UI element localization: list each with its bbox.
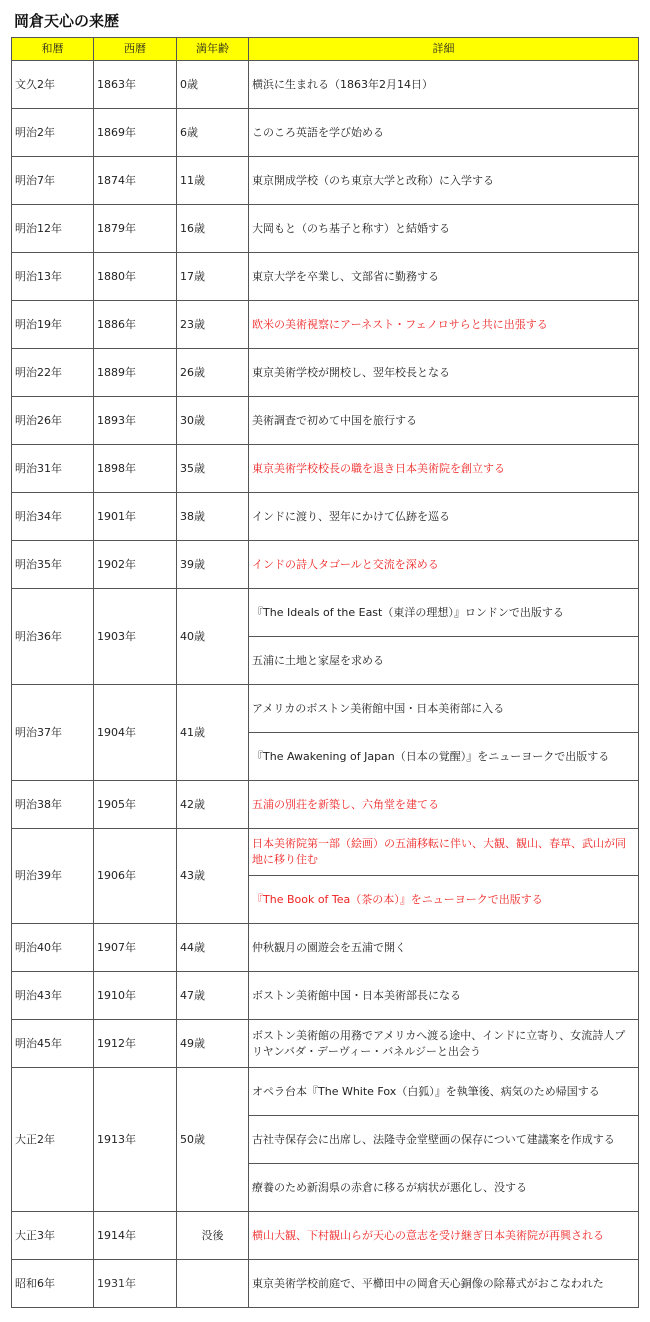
- year-cell: 1906年: [94, 829, 177, 924]
- era-cell: 大正3年: [12, 1212, 94, 1260]
- header-detail: 詳細: [249, 38, 639, 61]
- detail-cell: 五浦に土地と家屋を求める: [249, 637, 639, 685]
- age-cell: 38歳: [177, 493, 249, 541]
- year-cell: 1913年: [94, 1068, 177, 1212]
- detail-cell: 『The Awakening of Japan（日本の覚醒）』をニューヨークで出版する: [249, 733, 639, 781]
- year-cell: 1907年: [94, 924, 177, 972]
- year-cell: 1904年: [94, 685, 177, 781]
- detail-cell: オペラ台本『The White Fox（白狐）』を執筆後、病気のため帰国する: [249, 1068, 639, 1116]
- year-cell: 1902年: [94, 541, 177, 589]
- chronology-table: [11, 37, 639, 1308]
- table-row: [12, 589, 639, 637]
- table-row: [12, 1068, 639, 1116]
- table-row: [12, 493, 639, 541]
- age-cell: 6歳: [177, 109, 249, 157]
- table-row: [12, 445, 639, 493]
- age-cell: 35歳: [177, 445, 249, 493]
- table-row: [12, 253, 639, 301]
- era-cell: 明治35年: [12, 541, 94, 589]
- age-cell: 47歳: [177, 972, 249, 1020]
- year-cell: 1901年: [94, 493, 177, 541]
- detail-cell: 仲秋観月の園遊会を五浦で開く: [249, 924, 639, 972]
- table-row: [12, 109, 639, 157]
- era-cell: 明治31年: [12, 445, 94, 493]
- era-cell: 明治40年: [12, 924, 94, 972]
- year-cell: 1912年: [94, 1020, 177, 1068]
- detail-cell: 古社寺保存会に出席し、法隆寺金堂壁画の保存について建議案を作成する: [249, 1116, 639, 1164]
- detail-cell: インドの詩人タゴールと交流を深める: [249, 541, 639, 589]
- table-row: [12, 781, 639, 829]
- age-cell: 43歳: [177, 829, 249, 924]
- year-cell: 1931年: [94, 1260, 177, 1308]
- year-cell: 1886年: [94, 301, 177, 349]
- header-era: 和暦: [12, 38, 94, 61]
- era-cell: 明治12年: [12, 205, 94, 253]
- age-cell: 44歳: [177, 924, 249, 972]
- detail-cell: 横浜に生まれる（1863年2月14日）: [249, 61, 639, 109]
- table-row: [12, 924, 639, 972]
- table-row: [12, 301, 639, 349]
- era-cell: 明治36年: [12, 589, 94, 685]
- detail-cell: 東京美術学校前庭で、平櫛田中の岡倉天心銅像の除幕式がおこなわれた: [249, 1260, 639, 1308]
- era-cell: 明治39年: [12, 829, 94, 924]
- year-cell: 1903年: [94, 589, 177, 685]
- era-cell: 文久2年: [12, 61, 94, 109]
- table-row: [12, 1212, 639, 1260]
- table-row: [12, 205, 639, 253]
- era-cell: 明治43年: [12, 972, 94, 1020]
- age-cell: 49歳: [177, 1020, 249, 1068]
- table-row: [12, 61, 639, 109]
- detail-cell: 療養のため新潟県の赤倉に移るが病状が悪化し、没する: [249, 1164, 639, 1212]
- era-cell: 昭和6年: [12, 1260, 94, 1308]
- year-cell: 1880年: [94, 253, 177, 301]
- era-cell: 明治2年: [12, 109, 94, 157]
- age-cell: 40歳: [177, 589, 249, 685]
- year-cell: 1893年: [94, 397, 177, 445]
- table-row: [12, 829, 639, 876]
- era-cell: 明治13年: [12, 253, 94, 301]
- detail-cell: ボストン美術館の用務でアメリカへ渡る途中、インドに立寄り、女流詩人プリヤンバダ・デーヴィー・バネルジーと出会う: [249, 1020, 639, 1068]
- detail-cell: 日本美術院第一部（絵画）の五浦移転に伴い、大観、観山、春草、武山が同地に移り住む: [249, 829, 639, 876]
- age-cell: 39歳: [177, 541, 249, 589]
- age-cell: 30歳: [177, 397, 249, 445]
- detail-cell: インドに渡り、翌年にかけて仏跡を巡る: [249, 493, 639, 541]
- year-cell: 1879年: [94, 205, 177, 253]
- chronology-body: [12, 61, 639, 1308]
- era-cell: 大正2年: [12, 1068, 94, 1212]
- age-cell: 16歳: [177, 205, 249, 253]
- table-row: [12, 1020, 639, 1068]
- detail-cell: 美術調査で初めて中国を旅行する: [249, 397, 639, 445]
- table-row: [12, 972, 639, 1020]
- age-cell: 26歳: [177, 349, 249, 397]
- age-cell: 0歳: [177, 61, 249, 109]
- detail-cell: 五浦の別荘を新築し、六角堂を建てる: [249, 781, 639, 829]
- detail-cell: 欧米の美術視察にアーネスト・フェノロサらと共に出張する: [249, 301, 639, 349]
- age-cell: 41歳: [177, 685, 249, 781]
- detail-cell: アメリカのボストン美術館中国・日本美術部に入る: [249, 685, 639, 733]
- detail-cell: 『The Ideals of the East（東洋の理想）』ロンドンで出版する: [249, 589, 639, 637]
- detail-cell: 『The Book of Tea（茶の本）』をニューヨークで出版する: [249, 876, 639, 924]
- detail-cell: 東京美術学校校長の職を退き日本美術院を創立する: [249, 445, 639, 493]
- year-cell: 1898年: [94, 445, 177, 493]
- header-age: 満年齢: [177, 38, 249, 61]
- table-row: [12, 685, 639, 733]
- table-row: [12, 1260, 639, 1308]
- detail-cell: 横山大観、下村観山らが天心の意志を受け継ぎ日本美術院が再興される: [249, 1212, 639, 1260]
- year-cell: 1889年: [94, 349, 177, 397]
- era-cell: 明治34年: [12, 493, 94, 541]
- year-cell: 1905年: [94, 781, 177, 829]
- age-cell: [177, 1260, 249, 1308]
- table-row: [12, 349, 639, 397]
- header-row: [12, 38, 639, 61]
- era-cell: 明治26年: [12, 397, 94, 445]
- age-cell: 17歳: [177, 253, 249, 301]
- year-cell: 1869年: [94, 109, 177, 157]
- age-cell: 50歳: [177, 1068, 249, 1212]
- detail-cell: このころ英語を学び始める: [249, 109, 639, 157]
- table-row: [12, 157, 639, 205]
- era-cell: 明治45年: [12, 1020, 94, 1068]
- era-cell: 明治22年: [12, 349, 94, 397]
- table-row: [12, 541, 639, 589]
- age-cell: 23歳: [177, 301, 249, 349]
- year-cell: 1874年: [94, 157, 177, 205]
- detail-cell: 大岡もと（のち基子と称す）と結婚する: [249, 205, 639, 253]
- era-cell: 明治37年: [12, 685, 94, 781]
- era-cell: 明治38年: [12, 781, 94, 829]
- era-cell: 明治7年: [12, 157, 94, 205]
- year-cell: 1863年: [94, 61, 177, 109]
- age-cell: 11歳: [177, 157, 249, 205]
- header-year: 西暦: [94, 38, 177, 61]
- detail-cell: ボストン美術館中国・日本美術部長になる: [249, 972, 639, 1020]
- era-cell: 明治19年: [12, 301, 94, 349]
- detail-cell: 東京開成学校（のち東京大学と改称）に入学する: [249, 157, 639, 205]
- table-row: [12, 397, 639, 445]
- age-cell: 42歳: [177, 781, 249, 829]
- detail-cell: 東京大学を卒業し、文部省に勤務する: [249, 253, 639, 301]
- year-cell: 1910年: [94, 972, 177, 1020]
- age-cell: 没後: [177, 1212, 249, 1260]
- year-cell: 1914年: [94, 1212, 177, 1260]
- page-title: 岡倉天心の来歴: [14, 12, 120, 30]
- detail-cell: 東京美術学校が開校し、翌年校長となる: [249, 349, 639, 397]
